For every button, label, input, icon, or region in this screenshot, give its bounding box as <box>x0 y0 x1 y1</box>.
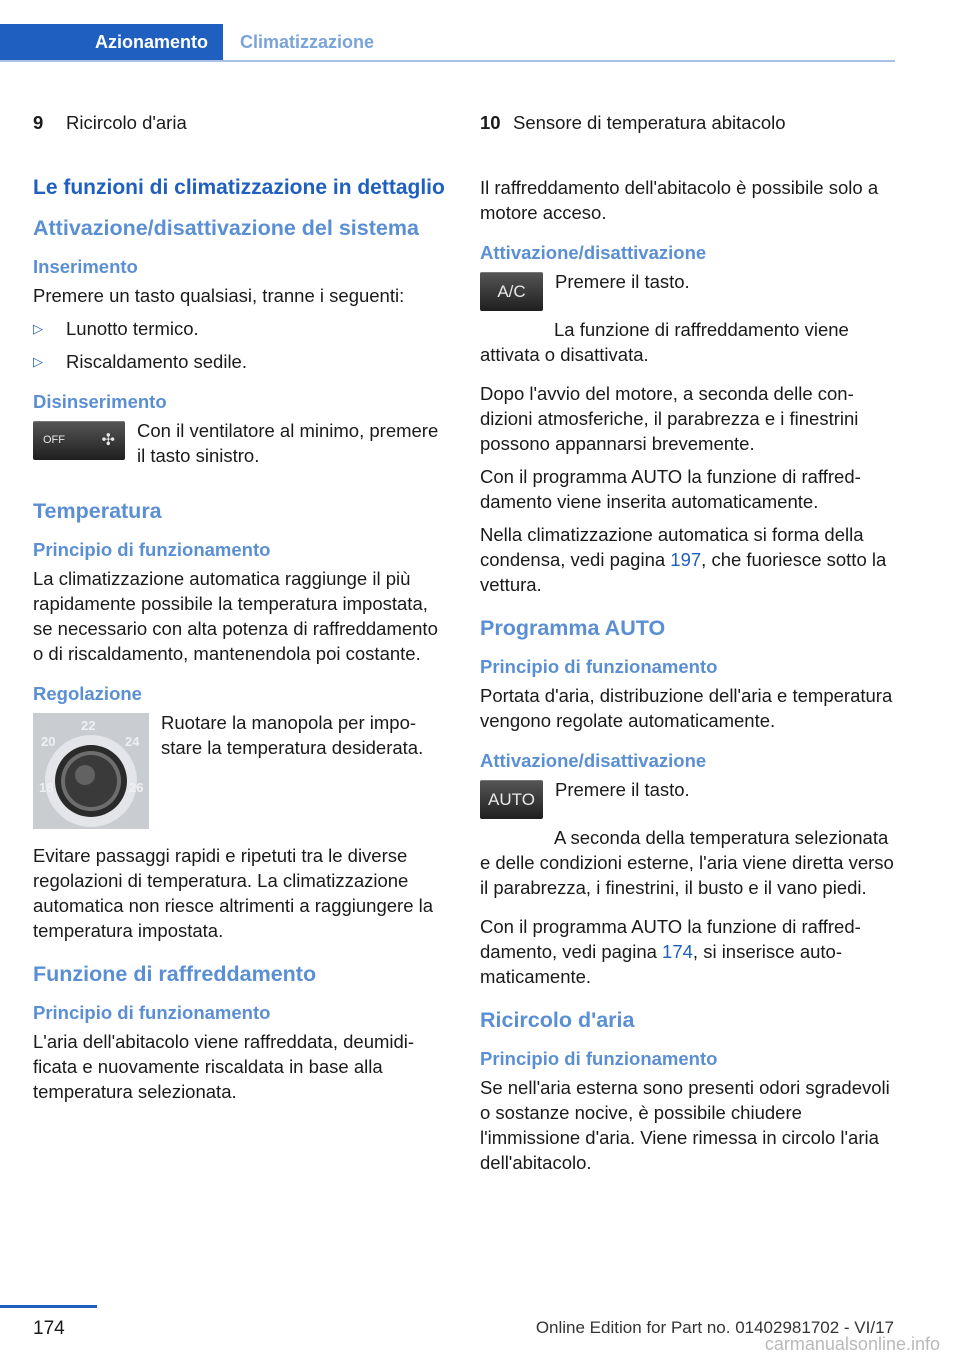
knob-label: 22 <box>81 718 96 733</box>
auto-para <box>480 914 895 989</box>
bullet-text: Lunotto termico. <box>66 318 199 339</box>
tab-underline <box>0 60 895 62</box>
right-column <box>480 110 895 1183</box>
triangle-bullet-icon: ▷ <box>33 321 43 336</box>
inserimento-text: Premere un tasto qualsiasi, tranne i seguenti: <box>33 285 405 306</box>
auto-principio-text: Portata d'aria, distribuzione dell'aria e temperatura vengono regolate automaticamente. <box>480 685 893 731</box>
ac-button-label: A/C <box>497 282 526 301</box>
ac-para3 <box>480 522 895 597</box>
subheading-principio: Principio di funzionamento <box>480 1048 718 1069</box>
left-column <box>33 110 448 1112</box>
regolazione-row <box>33 710 448 829</box>
raffreddamento-principio-text: L'aria dell'abitacolo viene raffreddata, deumidificata e nuovamente riscaldata in base alla temperatura selezionata. <box>33 1031 415 1102</box>
legend-item-10 <box>480 110 895 135</box>
subheading-principio: Principio di funzionamento <box>33 1002 271 1023</box>
subheading-ac-activation: Attivazione/disattivazione <box>480 242 707 263</box>
bullet-text: Riscaldamento sedile. <box>66 351 247 372</box>
subheading-auto-activation: Attivazione/disattivazione <box>480 750 707 771</box>
text: , che fuoriesce sotto la vettura. <box>480 549 887 595</box>
section-title: Le funzioni di climatizzazione in dettaglio <box>33 176 445 199</box>
heading-activation: Attivazione/disattivazione del sistema <box>33 216 419 240</box>
legend-item-9 <box>33 110 448 135</box>
disinserimento-row <box>33 418 448 468</box>
auto-line2: A seconda della temperatura selezionata e delle condizioni esterne, l'aria viene diretta verso il parabrezza, i finestrini, il busto e il vano piedi. <box>480 827 894 898</box>
edition-note: Online Edition for Part no. 01402981702 - VI/17 <box>535 1318 894 1337</box>
auto-row <box>480 777 895 819</box>
off-label: OFF <box>43 434 65 446</box>
tab-azionamento[interactable] <box>0 24 223 61</box>
heading-programma-auto: Programma AUTO <box>480 616 666 640</box>
auto-button-image <box>480 780 543 819</box>
intro-text: Il raffreddamento dell'abitacolo è possibile solo a motore acceso. <box>480 177 879 223</box>
legend-label: Ricircolo d'aria <box>66 112 187 133</box>
subheading-principio: Principio di funzionamento <box>480 656 718 677</box>
legend-label: Sensore di temperatura abitacolo <box>513 112 786 133</box>
temperatura-principio-text: La climatizzazione automatica raggiunge il più rapidamente possibile la temperatura impostata, se necessario con alta potenza di raffreddamento o di riscaldamento, mantenendola poi costante. <box>33 568 438 664</box>
bullet-item <box>33 349 448 374</box>
page-link[interactable]: 197 <box>670 549 702 570</box>
text: Nella climatizzazione automatica si forma della condensa, vedi pagina <box>480 524 864 570</box>
knob-label: 26 <box>129 780 144 795</box>
legend-number: 9 <box>33 112 44 133</box>
ac-button-image <box>480 272 543 311</box>
watermark: carmanualsonline.info <box>764 1334 940 1354</box>
legend-number: 10 <box>480 112 501 133</box>
heading-raffreddamento: Funzione di raffreddamento <box>33 962 317 986</box>
auto-button-label: AUTO <box>488 790 535 809</box>
page-link[interactable]: 174 <box>662 941 693 962</box>
ac-row <box>480 269 895 311</box>
auto-line1: Premere il tasto. <box>555 779 690 800</box>
knob-label: 20 <box>41 734 56 749</box>
subheading-principio: Principio di funzionamento <box>33 539 271 560</box>
bullet-item <box>33 316 448 341</box>
tab-climatizzazione-label: Climatizzazione <box>240 32 375 52</box>
chapter-tabbar <box>0 24 895 64</box>
ac-line1: Premere il tasto. <box>555 271 690 292</box>
heading-temperatura: Temperatura <box>33 499 162 523</box>
knob-label: 18 <box>39 780 54 795</box>
ac-para1: Dopo l'avvio del motore, a seconda delle condizioni atmosferiche, il parabrezza e i finestrini possono appannarsi brevemente. <box>480 383 859 454</box>
footer-rule <box>0 1305 97 1308</box>
text: Con il programma AUTO la funzione di raffreddamento, vedi pagina <box>480 916 861 962</box>
temperature-knob-image <box>33 713 149 829</box>
subheading-disinserimento: Disinserimento <box>33 391 167 412</box>
subheading-regolazione: Regolazione <box>33 683 142 704</box>
regolazione-text: Ruotare la manopola per impostare la temperatura desiderata. <box>161 712 424 758</box>
temperatura-note-text: Evitare passaggi rapidi e ripetuti tra le diverse regolazioni di temperatura. La climatizzazione automatica non riesce altrimenti a raggiungere la temperatura impostata. <box>33 845 434 941</box>
heading-ricircolo: Ricircolo d'aria <box>480 1008 635 1032</box>
ac-para2: Con il programma AUTO la funzione di raffreddamento viene inserita automaticamente. <box>480 466 861 512</box>
tab-azionamento-label: Azionamento <box>94 32 208 52</box>
tab-climatizzazione[interactable] <box>240 24 374 61</box>
fan-off-button-image <box>33 421 125 460</box>
ricircolo-principio-text: Se nell'aria esterna sono presenti odori sgradevoli o sostanze nocive, è possibile chiudere l'immissione d'aria. Viene rimessa in circolo l'aria dell'abitacolo. <box>480 1077 890 1173</box>
ac-line2: La funzione di raffreddamento viene attivata o disattivata. <box>480 319 849 365</box>
fan-icon: ✣ <box>101 432 115 449</box>
text: , si inserisce automaticamente. <box>480 941 843 987</box>
disinserimento-text: Con il ventilatore al minimo, premere il tasto sinistro. <box>137 420 439 466</box>
knob-label: 24 <box>125 734 140 749</box>
page-number: 174 <box>33 1318 65 1339</box>
subheading-inserimento: Inserimento <box>33 256 138 277</box>
triangle-bullet-icon: ▷ <box>33 354 43 369</box>
